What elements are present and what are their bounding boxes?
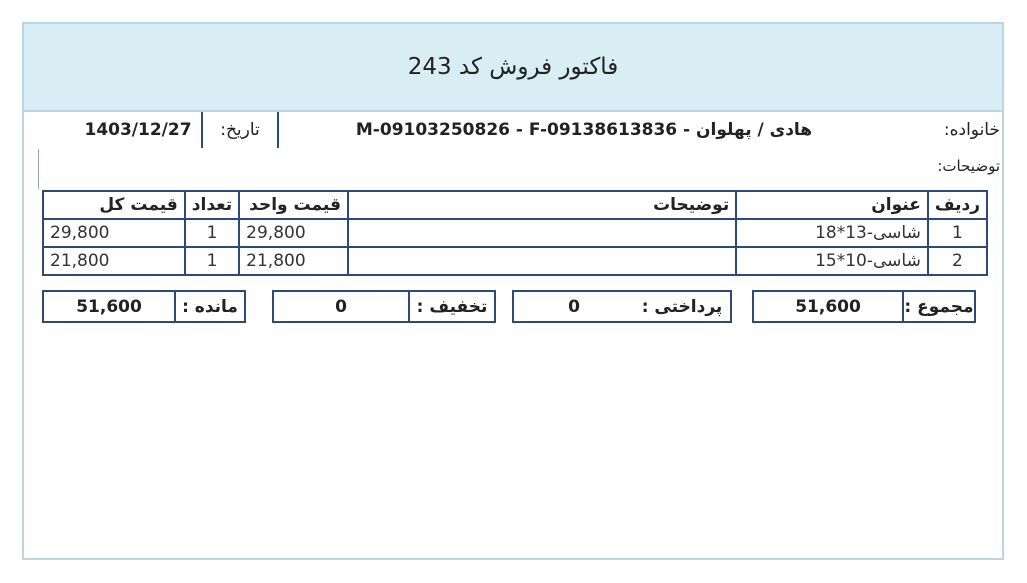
summary-total: [752, 290, 976, 323]
cell-title: شاسی-13*18: [736, 219, 928, 247]
header-total-price: قیمت کل: [43, 191, 185, 219]
cell-unit-price: 29,800: [239, 219, 348, 247]
header-unit-price: قیمت واحد: [239, 191, 348, 219]
date-value: 1403/12/27: [84, 120, 192, 140]
invoice-panel: [22, 22, 1004, 560]
cell-unit-price: 21,800: [239, 247, 348, 275]
table-row: [43, 247, 987, 275]
cell-row-number: 1: [928, 219, 987, 247]
cell-row-number: 2: [928, 247, 987, 275]
description-row: [38, 149, 1002, 189]
table-row: [43, 219, 987, 247]
family-value: هادی / پهلوان - M-09103250826 - F-09138613836: [355, 120, 813, 140]
items-table: [42, 190, 988, 276]
summary-remaining: [42, 290, 246, 323]
family-label: خانواده:: [943, 120, 1000, 140]
total-value: 51,600: [795, 296, 861, 317]
table-header-row: [43, 191, 987, 219]
cell-title: شاسی-10*15: [736, 247, 928, 275]
paid-label: پرداختی :: [641, 296, 723, 317]
header-title: عنوان: [736, 191, 928, 219]
header-row-number: ردیف: [928, 191, 987, 219]
cell-quantity: 1: [185, 219, 239, 247]
cell-description: [348, 219, 736, 247]
header-quantity: تعداد: [185, 191, 239, 219]
cell-total-price: 29,800: [43, 219, 185, 247]
description-label: توضیحات:: [937, 157, 1000, 175]
invoice-info-row: [24, 112, 1002, 148]
cell-description: [348, 247, 736, 275]
discount-value: 0: [335, 296, 347, 317]
date-label: تاریخ:: [201, 112, 279, 148]
paid-value: 0: [568, 296, 580, 317]
discount-label: تخفیف :: [408, 292, 494, 321]
cell-quantity: 1: [185, 247, 239, 275]
remaining-label: مانده :: [174, 292, 244, 321]
cell-total-price: 21,800: [43, 247, 185, 275]
header-description: توضیحات: [348, 191, 736, 219]
summary-discount: [272, 290, 496, 323]
remaining-value: 51,600: [76, 296, 142, 317]
invoice-title: فاکتور فروش کد 243: [407, 54, 619, 80]
total-label: مجموع :: [902, 292, 974, 321]
summary-paid: [512, 290, 732, 323]
invoice-title-bar: [24, 24, 1002, 112]
